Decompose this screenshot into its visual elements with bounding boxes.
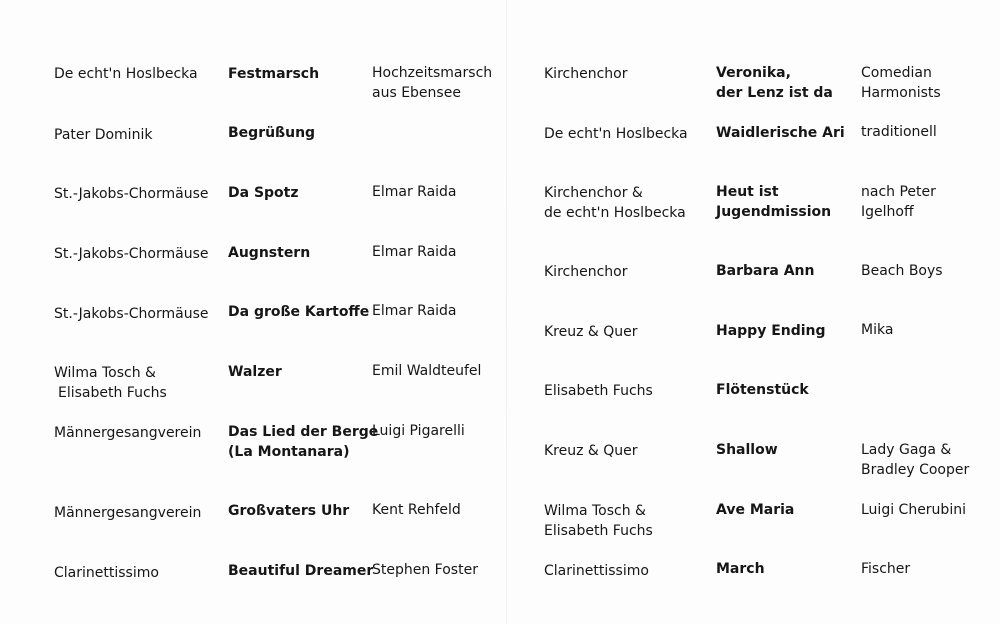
- right-title-8: [716, 500, 794, 520]
- right-performer-6: [544, 381, 653, 401]
- right-composer-9: [861, 559, 910, 579]
- right-title-8-line-1: Ave Maria: [716, 502, 795, 518]
- right-composer-4-line-1: Beach Boys: [861, 263, 943, 279]
- left-title-3: [228, 183, 299, 203]
- left-composer-6-line-1: Emil Waldteufel: [372, 363, 482, 379]
- left-title-6: [228, 362, 282, 382]
- left-title-8-line-1: Großvaters Uhr: [228, 503, 350, 519]
- left-title-1-line-1: Festmarsch: [228, 66, 320, 82]
- left-performer-5-line-1: St.-Jakobs-Chormäuse: [54, 306, 209, 322]
- right-title-5: [716, 321, 826, 341]
- right-title-6-line-1: Flötenstück: [716, 382, 809, 398]
- right-title-9-line-1: March: [716, 561, 765, 577]
- left-composer-4-line-1: Elmar Raida: [372, 244, 457, 260]
- left-title-7: [228, 422, 378, 462]
- left-composer-3-line-1: Elmar Raida: [372, 184, 457, 200]
- left-performer-8-line-1: Männergesangverein: [54, 505, 202, 521]
- left-composer-1-line-1: Hochzeitsmarsch: [372, 65, 493, 81]
- left-performer-7: [54, 423, 201, 443]
- right-title-1-line-2: der Lenz ist da: [716, 85, 833, 101]
- left-composer-3: [372, 182, 457, 202]
- left-title-3-line-1: Da Spotz: [228, 185, 299, 201]
- left-performer-9-line-1: Clarinettissimo: [54, 565, 159, 581]
- left-performer-1: [54, 64, 198, 84]
- left-performer-4-line-1: St.-Jakobs-Chormäuse: [54, 246, 209, 262]
- left-title-7-line-1: Das Lied der Berge: [228, 424, 379, 440]
- right-title-4-line-1: Barbara Ann: [716, 263, 815, 279]
- left-composer-6: [372, 361, 481, 381]
- right-performer-7-line-1: Kreuz & Quer: [544, 443, 638, 459]
- right-performer-8: [544, 501, 653, 541]
- left-title-7-line-2: (La Montanara): [228, 444, 350, 460]
- right-composer-3: [861, 182, 936, 222]
- right-composer-7: [861, 440, 969, 480]
- left-composer-8: [372, 500, 461, 520]
- right-title-3: [716, 182, 831, 222]
- left-performer-9: [54, 563, 159, 583]
- right-performer-6-line-1: Elisabeth Fuchs: [544, 383, 653, 399]
- left-performer-6-line-2: Elisabeth Fuchs: [58, 385, 167, 401]
- right-composer-5-line-1: Mika: [861, 322, 894, 338]
- right-composer-7-line-1: Lady Gaga &: [861, 442, 952, 458]
- right-performer-9-line-1: Clarinettissimo: [544, 563, 649, 579]
- right-composer-2: [861, 122, 937, 142]
- left-performer-2: [54, 125, 152, 145]
- right-composer-5: [861, 320, 893, 340]
- left-title-2-line-1: Begrüßung: [228, 125, 316, 141]
- right-title-2-line-1: Waidlerische Ari: [716, 125, 845, 141]
- right-composer-1: [861, 63, 941, 103]
- right-title-3-line-1: Heut ist: [716, 184, 779, 200]
- right-performer-3-line-2: de echt'n Hoslbecka: [544, 205, 686, 221]
- right-title-4: [716, 261, 815, 281]
- left-title-4-line-1: Augnstern: [228, 245, 311, 261]
- right-title-2: [716, 123, 845, 143]
- page-fold: [506, 0, 507, 624]
- right-title-5-line-1: Happy Ending: [716, 323, 826, 339]
- right-performer-1: [544, 64, 627, 84]
- left-title-9-line-1: Beautiful Dreamer: [228, 563, 374, 579]
- right-composer-9-line-1: Fischer: [861, 561, 911, 577]
- right-title-7: [716, 440, 778, 460]
- left-performer-2-line-1: Pater Dominik: [54, 127, 153, 143]
- right-composer-1-line-1: Comedian: [861, 65, 932, 81]
- right-title-9: [716, 559, 765, 579]
- left-performer-7-line-1: Männergesangverein: [54, 425, 202, 441]
- left-performer-6-line-1: Wilma Tosch &: [54, 365, 156, 381]
- left-composer-9-line-1: Stephen Foster: [372, 562, 478, 578]
- right-performer-5: [544, 322, 638, 342]
- right-performer-4: [544, 262, 627, 282]
- right-composer-2-line-1: traditionell: [861, 124, 937, 140]
- right-title-3-line-2: Jugendmission: [716, 204, 832, 220]
- left-title-4: [228, 243, 310, 263]
- right-performer-2-line-1: De echt'n Hoslbecka: [544, 126, 688, 142]
- right-title-1: [716, 63, 833, 103]
- left-performer-3: [54, 184, 209, 204]
- right-title-6: [716, 380, 809, 400]
- left-performer-8: [54, 503, 201, 523]
- right-performer-2: [544, 124, 688, 144]
- right-composer-3-line-2: Igelhoff: [861, 204, 914, 220]
- right-performer-8-line-1: Wilma Tosch &: [544, 503, 646, 519]
- left-performer-1-line-1: De echt'n Hoslbecka: [54, 66, 198, 82]
- right-performer-8-line-2: Elisabeth Fuchs: [544, 523, 653, 539]
- left-title-9: [228, 561, 373, 581]
- left-composer-1: [372, 63, 492, 103]
- left-performer-4: [54, 244, 209, 264]
- left-title-2: [228, 123, 315, 143]
- left-composer-5: [372, 301, 457, 321]
- right-composer-8: [861, 500, 966, 520]
- left-title-8: [228, 501, 349, 521]
- left-performer-3-line-1: St.-Jakobs-Chormäuse: [54, 186, 209, 202]
- left-composer-4: [372, 242, 457, 262]
- left-composer-9: [372, 560, 478, 580]
- left-composer-1-line-2: aus Ebensee: [372, 85, 461, 101]
- right-composer-3-line-1: nach Peter: [861, 184, 936, 200]
- right-performer-9: [544, 561, 649, 581]
- left-composer-5-line-1: Elmar Raida: [372, 303, 457, 319]
- right-performer-3-line-1: Kirchenchor &: [544, 185, 643, 201]
- right-title-1-line-1: Veronika,: [716, 65, 791, 81]
- left-composer-7: [372, 421, 465, 441]
- left-performer-5: [54, 304, 209, 324]
- right-title-7-line-1: Shallow: [716, 442, 778, 458]
- left-title-5-line-1: Da große Kartoffe: [228, 304, 370, 320]
- left-title-1: [228, 64, 319, 84]
- right-performer-1-line-1: Kirchenchor: [544, 66, 628, 82]
- left-title-5: [228, 302, 369, 322]
- right-performer-5-line-1: Kreuz & Quer: [544, 324, 638, 340]
- right-composer-8-line-1: Luigi Cherubini: [861, 502, 966, 518]
- right-composer-4: [861, 261, 943, 281]
- right-composer-1-line-2: Harmonists: [861, 85, 941, 101]
- right-composer-7-line-2: Bradley Cooper: [861, 462, 970, 478]
- left-composer-8-line-1: Kent Rehfeld: [372, 502, 461, 518]
- left-performer-6: [54, 363, 167, 403]
- right-performer-7: [544, 441, 638, 461]
- right-performer-4-line-1: Kirchenchor: [544, 264, 628, 280]
- left-title-6-line-1: Walzer: [228, 364, 282, 380]
- left-composer-7-line-1: Luigi Pigarelli: [372, 423, 465, 439]
- right-performer-3: [544, 183, 686, 223]
